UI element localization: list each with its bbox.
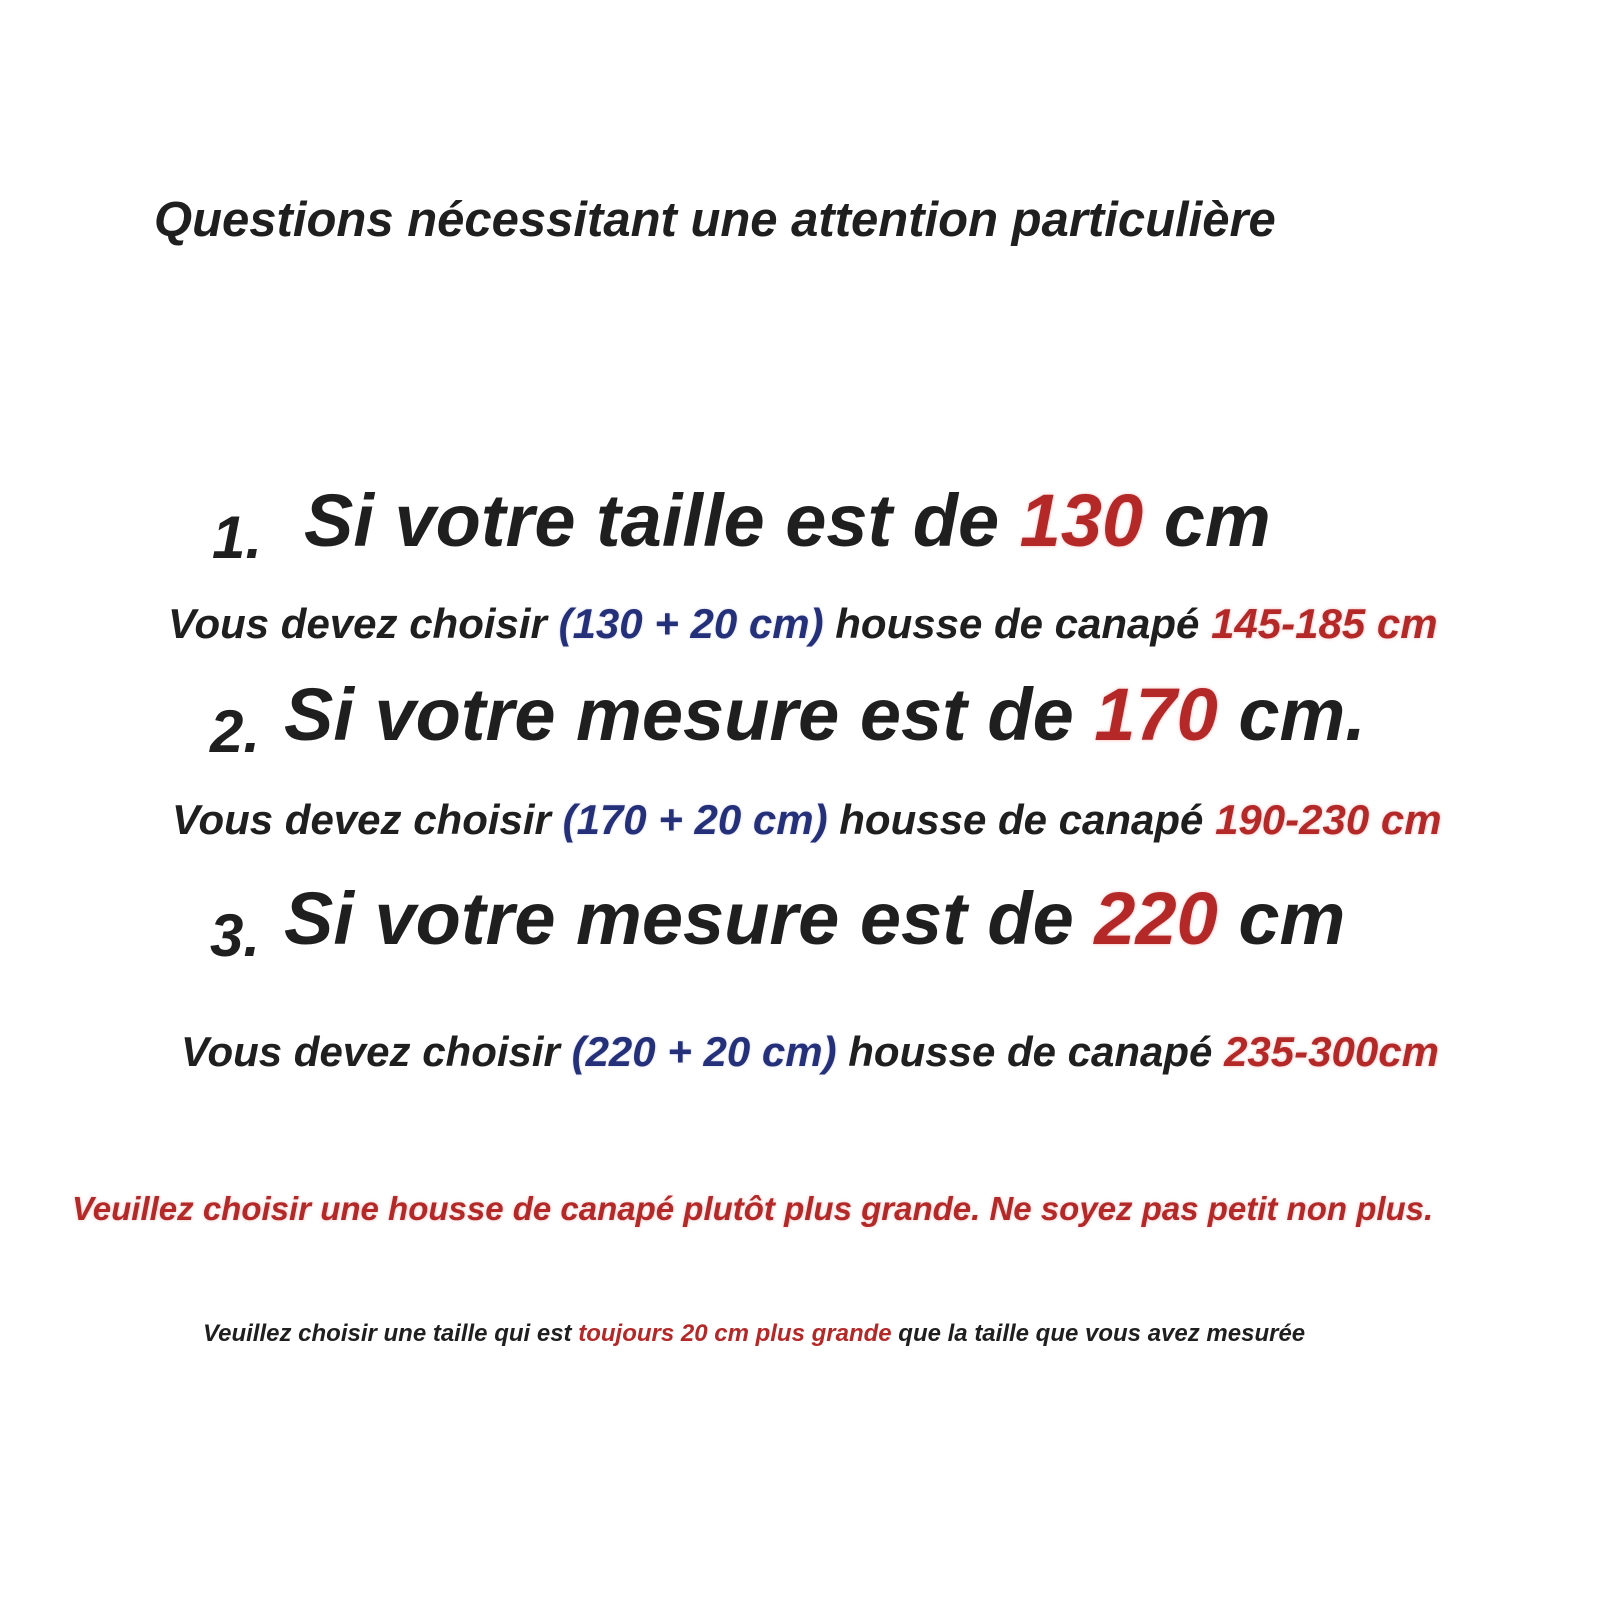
measurement-step-2 [210,672,1366,766]
step-text-after: cm. [1217,673,1366,756]
step-text [284,877,1345,960]
step-text-after: cm [1143,479,1271,562]
measurement-step-3 [210,876,1345,970]
footnote-after: que la taille que vous avez mesurée [891,1320,1306,1347]
step-measure-value: 220 [1094,877,1218,960]
hint-middle: housse de canapé [823,600,1212,647]
hint-prefix: Vous devez choisir [168,600,559,647]
step-text [284,673,1366,756]
step-number: 2. [210,698,261,765]
hint-middle: housse de canapé [836,1028,1225,1075]
step-text [304,479,1271,562]
size-recommendation-1 [168,600,1438,648]
step-text-after: cm [1217,877,1346,960]
size-recommendation-2 [172,796,1442,844]
step-text-before: Si votre mesure est de [284,877,1095,960]
measurement-step-1 [212,478,1271,572]
footnote [203,1320,1305,1348]
hint-calculation: (220 + 20 cm) [571,1028,837,1075]
step-text-before: Si votre taille est de [304,479,1020,562]
footnote-highlight: toujours 20 cm plus grande [578,1320,892,1347]
hint-size-range: 235-300cm [1224,1028,1439,1075]
step-measure-value: 130 [1019,479,1144,562]
step-measure-value: 170 [1094,673,1218,756]
hint-prefix: Vous devez choisir [181,1028,572,1075]
size-recommendation-3 [181,1028,1439,1076]
hint-size-range: 190-230 cm [1215,796,1442,843]
hint-calculation: (170 + 20 cm) [562,796,828,843]
warning-note: Veuillez choisir une housse de canapé plutôt plus grande. Ne soyez pas petit non plus. [72,1190,1434,1227]
hint-calculation: (130 + 20 cm) [558,600,824,647]
hint-middle: housse de canapé [827,796,1216,843]
step-number: 3. [210,902,261,969]
hint-size-range: 145-185 cm [1211,600,1438,647]
step-text-before: Si votre mesure est de [284,673,1095,756]
page-title: Questions nécessitant une attention particulière [154,193,1276,247]
step-number: 1. [212,504,263,571]
hint-prefix: Vous devez choisir [172,796,563,843]
footnote-before: Veuillez choisir une taille qui est [203,1320,579,1347]
